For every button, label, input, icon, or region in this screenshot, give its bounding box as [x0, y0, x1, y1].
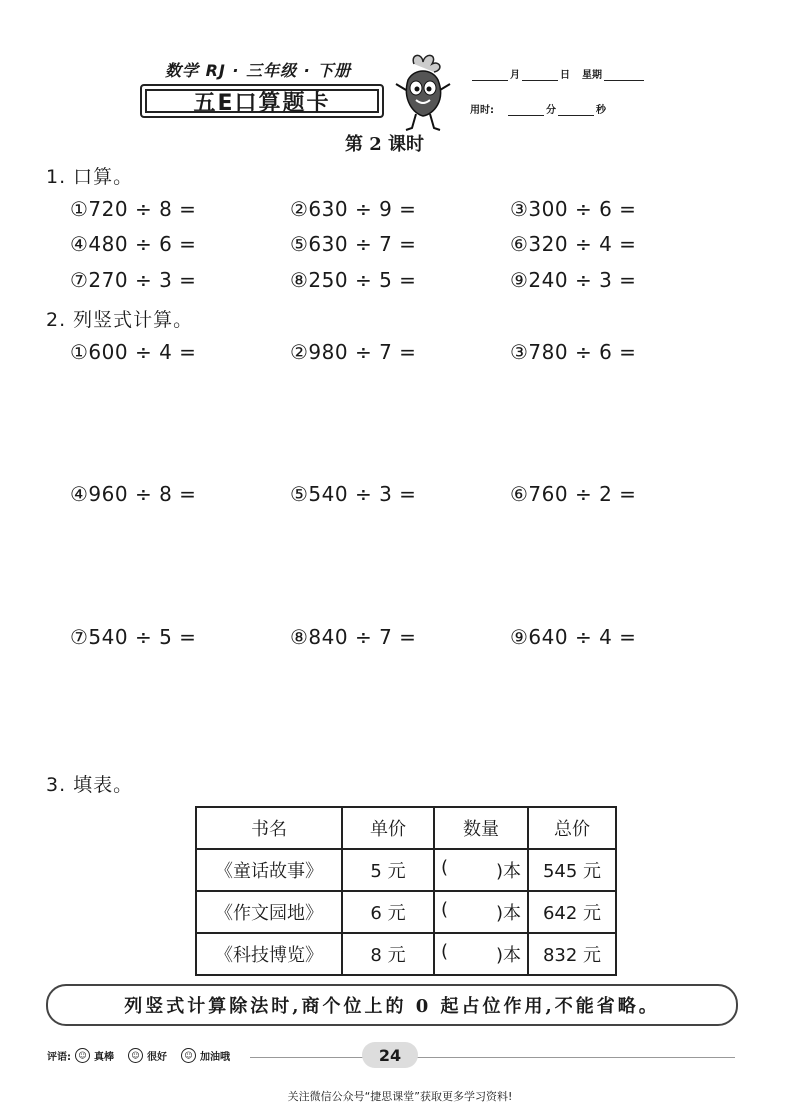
comment-label: 评语: [47, 1052, 71, 1063]
rating-label: 很好 [147, 1052, 167, 1063]
footer-divider [250, 1057, 735, 1058]
vertical-problem: ⑦540 ÷ 5 = [70, 625, 197, 649]
oral-problem: ⑦270 ÷ 3 = [70, 268, 197, 292]
vertical-problem: ②980 ÷ 7 = [290, 340, 417, 364]
mascot-icon [392, 50, 454, 132]
table-row [196, 849, 616, 891]
table-row [196, 933, 616, 975]
vertical-problem: ①600 ÷ 4 = [70, 340, 197, 364]
quantity-blank[interactable]: ( )本 [434, 891, 528, 933]
subject-title: 数学 RJ · 三年级 · 下册 [165, 61, 352, 80]
book-name: 《童话故事》 [196, 849, 342, 891]
rating-label: 真棒 [94, 1052, 114, 1063]
unit-price: 5 元 [342, 849, 434, 891]
total-price: 545 元 [528, 849, 616, 891]
cheer-face-icon: ☺ [181, 1048, 196, 1063]
table-header: 单价 [342, 807, 434, 849]
book-name: 《作文园地》 [196, 891, 342, 933]
book-name: 《科技博览》 [196, 933, 342, 975]
section3-title: 3. 填表。 [46, 774, 134, 796]
table-row [196, 891, 616, 933]
date-field: 月 日 星期 [472, 66, 644, 81]
oral-problem: ②630 ÷ 9 = [290, 197, 417, 221]
vertical-problem: ⑤540 ÷ 3 = [290, 482, 417, 506]
lesson-title: 第 2 课时 [345, 134, 425, 155]
vertical-problem: ⑧840 ÷ 7 = [290, 625, 417, 649]
unit-price: 8 元 [342, 933, 434, 975]
unit-price: 6 元 [342, 891, 434, 933]
section1-title: 1. 口算。 [46, 166, 134, 188]
quantity-blank[interactable]: ( )本 [434, 933, 528, 975]
oral-problem: ⑤630 ÷ 7 = [290, 232, 417, 256]
section2-title: 2. 列竖式计算。 [46, 309, 194, 331]
rating-label: 加油哦 [200, 1052, 230, 1063]
book-table [195, 806, 617, 976]
quantity-blank[interactable]: ( )本 [434, 849, 528, 891]
banner-title: 五E口算题卡 [140, 84, 384, 118]
table-header: 书名 [196, 807, 342, 849]
oral-problem: ③300 ÷ 6 = [510, 197, 637, 221]
oral-problem: ④480 ÷ 6 = [70, 232, 197, 256]
time-field: 用时: 分 秒 [470, 105, 606, 116]
oral-problem: ①720 ÷ 8 = [70, 197, 197, 221]
vertical-problem: ⑨640 ÷ 4 = [510, 625, 637, 649]
promo-text: 关注微信公众号“捷思课堂”获取更多学习资料! [287, 1090, 513, 1103]
page-number: 24 [362, 1042, 418, 1068]
vertical-problem: ④960 ÷ 8 = [70, 482, 197, 506]
vertical-problem: ⑥760 ÷ 2 = [510, 482, 637, 506]
total-price: 832 元 [528, 933, 616, 975]
oral-problem: ⑧250 ÷ 5 = [290, 268, 417, 292]
table-header: 总价 [528, 807, 616, 849]
comment-ratings [47, 1048, 230, 1063]
tip-banner: 列竖式计算除法时,商个位上的 0 起占位作用,不能省略。 [46, 984, 738, 1026]
table-header: 数量 [434, 807, 528, 849]
total-price: 642 元 [528, 891, 616, 933]
oral-problem: ⑥320 ÷ 4 = [510, 232, 637, 256]
laugh-face-icon: ☺ [75, 1048, 90, 1063]
vertical-problem: ③780 ÷ 6 = [510, 340, 637, 364]
smile-face-icon: ☺ [128, 1048, 143, 1063]
oral-problem: ⑨240 ÷ 3 = [510, 268, 637, 292]
table-header-row [196, 807, 616, 849]
